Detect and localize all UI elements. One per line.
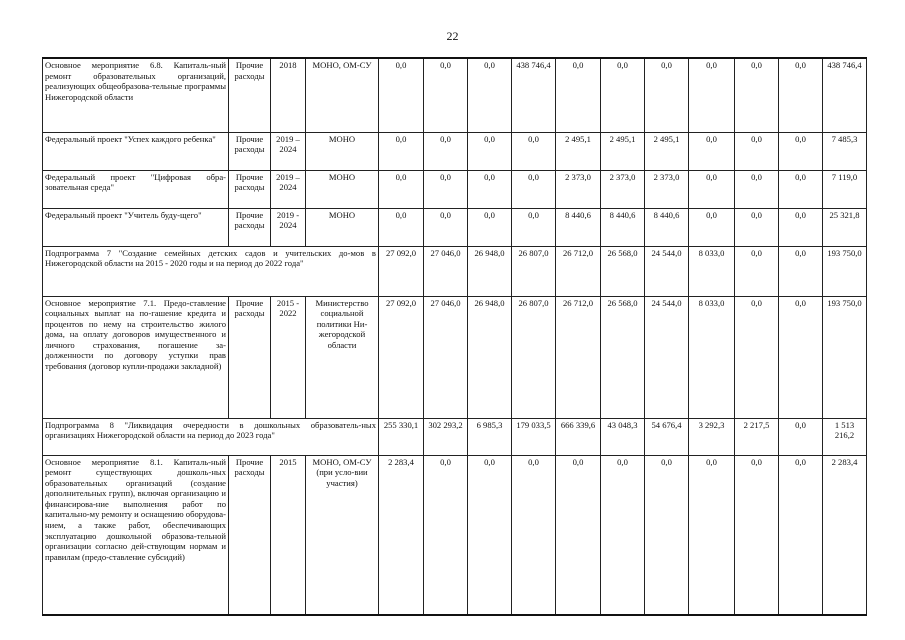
- year-value-cell: 0,0: [779, 132, 823, 170]
- year-value-cell: 0,0: [779, 455, 823, 615]
- year-value-cell: 27 092,0: [379, 246, 424, 296]
- total-value-cell: 7 485,3: [823, 132, 867, 170]
- year-value-cell: 0,0: [689, 58, 735, 132]
- year-value-cell: 0,0: [512, 208, 556, 246]
- year-value-cell: 26 807,0: [512, 296, 556, 418]
- total-value-cell: 193 750,0: [823, 296, 867, 418]
- year-value-cell: 2 217,5: [735, 418, 779, 455]
- year-value-cell: 438 746,4: [512, 58, 556, 132]
- year-value-cell: 0,0: [468, 132, 512, 170]
- year-value-cell: 26 568,0: [601, 246, 645, 296]
- years-cell: 2018: [271, 58, 306, 132]
- year-value-cell: 8 440,6: [556, 208, 601, 246]
- year-value-cell: 302 293,2: [424, 418, 468, 455]
- executor-cell: Министерство социальной политики Ни-жегородской области: [306, 296, 379, 418]
- year-value-cell: 24 544,0: [645, 296, 689, 418]
- year-value-cell: 0,0: [689, 132, 735, 170]
- year-value-cell: 179 033,5: [512, 418, 556, 455]
- executor-cell: МОНО, ОМ-СУ (при усло-вии участия): [306, 455, 379, 615]
- table-row: [43, 208, 867, 246]
- activity-name-cell: Основное мероприятие 6.8. Капиталь-ный ремонт образовательных организаций, реализующих общеобразова-тельные программы Нижегородской области: [43, 58, 229, 132]
- year-value-cell: 0,0: [601, 58, 645, 132]
- year-value-cell: 26 948,0: [468, 296, 512, 418]
- year-value-cell: 0,0: [735, 296, 779, 418]
- table-body: [43, 58, 867, 615]
- years-cell: 2019 – 2024: [271, 170, 306, 208]
- total-value-cell: 25 321,8: [823, 208, 867, 246]
- year-value-cell: 0,0: [379, 208, 424, 246]
- years-cell: 2015 - 2022: [271, 296, 306, 418]
- year-value-cell: 8 440,6: [645, 208, 689, 246]
- table-row: [43, 455, 867, 615]
- activity-name-cell: Федеральный проект "Учитель буду-щего": [43, 208, 229, 246]
- year-value-cell: 27 046,0: [424, 296, 468, 418]
- year-value-cell: 0,0: [468, 455, 512, 615]
- activity-name-cell: Федеральный проект "Цифровая обра-зовательная среда": [43, 170, 229, 208]
- activity-name-cell: Федеральный проект "Успех каждого ребенка": [43, 132, 229, 170]
- year-value-cell: 43 048,3: [601, 418, 645, 455]
- year-value-cell: 26 712,0: [556, 296, 601, 418]
- year-value-cell: 0,0: [735, 170, 779, 208]
- table-row: [43, 418, 867, 455]
- year-value-cell: 0,0: [512, 455, 556, 615]
- year-value-cell: 26 948,0: [468, 246, 512, 296]
- year-value-cell: 0,0: [379, 132, 424, 170]
- expense-type-cell: Прочие расходы: [229, 455, 271, 615]
- total-value-cell: 1 513 216,2: [823, 418, 867, 455]
- year-value-cell: 2 283,4: [379, 455, 424, 615]
- expense-type-cell: Прочие расходы: [229, 132, 271, 170]
- year-value-cell: 2 495,1: [556, 132, 601, 170]
- year-value-cell: 0,0: [779, 58, 823, 132]
- year-value-cell: 26 568,0: [601, 296, 645, 418]
- year-value-cell: 8 033,0: [689, 246, 735, 296]
- year-value-cell: 3 292,3: [689, 418, 735, 455]
- years-cell: 2019 - 2024: [271, 208, 306, 246]
- year-value-cell: 0,0: [735, 455, 779, 615]
- year-value-cell: 27 046,0: [424, 246, 468, 296]
- year-value-cell: 0,0: [779, 246, 823, 296]
- year-value-cell: 0,0: [424, 455, 468, 615]
- year-value-cell: 6 985,3: [468, 418, 512, 455]
- year-value-cell: 0,0: [689, 170, 735, 208]
- total-value-cell: 7 119,0: [823, 170, 867, 208]
- expense-type-cell: Прочие расходы: [229, 296, 271, 418]
- year-value-cell: 2 373,0: [601, 170, 645, 208]
- activity-name-cell: Основное мероприятие 8.1. Капиталь-ный ремонт существующих дошколь-ных образовательных организаций (создание дополнительных групп), включая организацию и финансирова-ние выполнения работ по капитально-му ремонту и оснащению оборудова-нием, а также работ, обеспечивающих эксплуатацию дошкольной образова-тельной организации согласно дей-ствующим нормам и правилам (предо-ставление субсидий): [43, 455, 229, 615]
- year-value-cell: 0,0: [424, 132, 468, 170]
- subprogram-name-cell: Подпрограмма 8 "Ликвидация очередности в дошкольных образователь-ных организациях Нижегородской области на период до 2023 года": [43, 418, 379, 455]
- year-value-cell: 8 440,6: [601, 208, 645, 246]
- page-number: 22: [446, 29, 459, 43]
- year-value-cell: 8 033,0: [689, 296, 735, 418]
- year-value-cell: 0,0: [424, 170, 468, 208]
- executor-cell: МОНО: [306, 208, 379, 246]
- year-value-cell: 0,0: [779, 296, 823, 418]
- year-value-cell: 0,0: [556, 58, 601, 132]
- total-value-cell: 2 283,4: [823, 455, 867, 615]
- year-value-cell: 0,0: [735, 208, 779, 246]
- year-value-cell: 666 339,6: [556, 418, 601, 455]
- table-row: [43, 246, 867, 296]
- activity-name-cell: Основное мероприятие 7.1. Предо-ставление социальных выплат на по-гашение кредита и процентов по нему на строительство жилого дома, на оплату договоров имущественного и личного страхования, погашение за-долженности по договору уступки прав требования (договор купли-продажи закладной): [43, 296, 229, 418]
- subprogram-name-cell: Подпрограмма 7 "Создание семейных детских садов и учительских до-мов в Нижегородской области на 2015 - 2020 годы и на период до 2022 года": [43, 246, 379, 296]
- year-value-cell: 0,0: [735, 246, 779, 296]
- years-cell: 2019 – 2024: [271, 132, 306, 170]
- year-value-cell: 0,0: [601, 455, 645, 615]
- expense-type-cell: Прочие расходы: [229, 208, 271, 246]
- executor-cell: МОНО: [306, 170, 379, 208]
- year-value-cell: 24 544,0: [645, 246, 689, 296]
- years-cell: 2015: [271, 455, 306, 615]
- year-value-cell: 2 373,0: [556, 170, 601, 208]
- year-value-cell: 0,0: [645, 455, 689, 615]
- year-value-cell: 0,0: [645, 58, 689, 132]
- year-value-cell: 0,0: [468, 208, 512, 246]
- year-value-cell: 2 373,0: [645, 170, 689, 208]
- year-value-cell: 0,0: [512, 170, 556, 208]
- executor-cell: МОНО: [306, 132, 379, 170]
- year-value-cell: 0,0: [424, 58, 468, 132]
- expense-type-cell: Прочие расходы: [229, 58, 271, 132]
- table-row: [43, 296, 867, 418]
- year-value-cell: 0,0: [468, 58, 512, 132]
- total-value-cell: 438 746,4: [823, 58, 867, 132]
- year-value-cell: 26 712,0: [556, 246, 601, 296]
- year-value-cell: 255 330,1: [379, 418, 424, 455]
- year-value-cell: 0,0: [379, 170, 424, 208]
- year-value-cell: 0,0: [735, 58, 779, 132]
- year-value-cell: 2 495,1: [645, 132, 689, 170]
- year-value-cell: 0,0: [779, 418, 823, 455]
- year-value-cell: 0,0: [468, 170, 512, 208]
- table-row: [43, 58, 867, 132]
- budget-table: [42, 57, 867, 616]
- year-value-cell: 54 676,4: [645, 418, 689, 455]
- year-value-cell: 0,0: [512, 132, 556, 170]
- year-value-cell: 0,0: [556, 455, 601, 615]
- year-value-cell: 0,0: [779, 208, 823, 246]
- total-value-cell: 193 750,0: [823, 246, 867, 296]
- expense-type-cell: Прочие расходы: [229, 170, 271, 208]
- year-value-cell: 26 807,0: [512, 246, 556, 296]
- year-value-cell: 27 092,0: [379, 296, 424, 418]
- table-row: [43, 132, 867, 170]
- year-value-cell: 0,0: [379, 58, 424, 132]
- year-value-cell: 0,0: [424, 208, 468, 246]
- year-value-cell: 0,0: [689, 455, 735, 615]
- year-value-cell: 0,0: [779, 170, 823, 208]
- year-value-cell: 0,0: [689, 208, 735, 246]
- table-row: [43, 170, 867, 208]
- year-value-cell: 2 495,1: [601, 132, 645, 170]
- year-value-cell: 0,0: [735, 132, 779, 170]
- executor-cell: МОНО, ОМ-СУ: [306, 58, 379, 132]
